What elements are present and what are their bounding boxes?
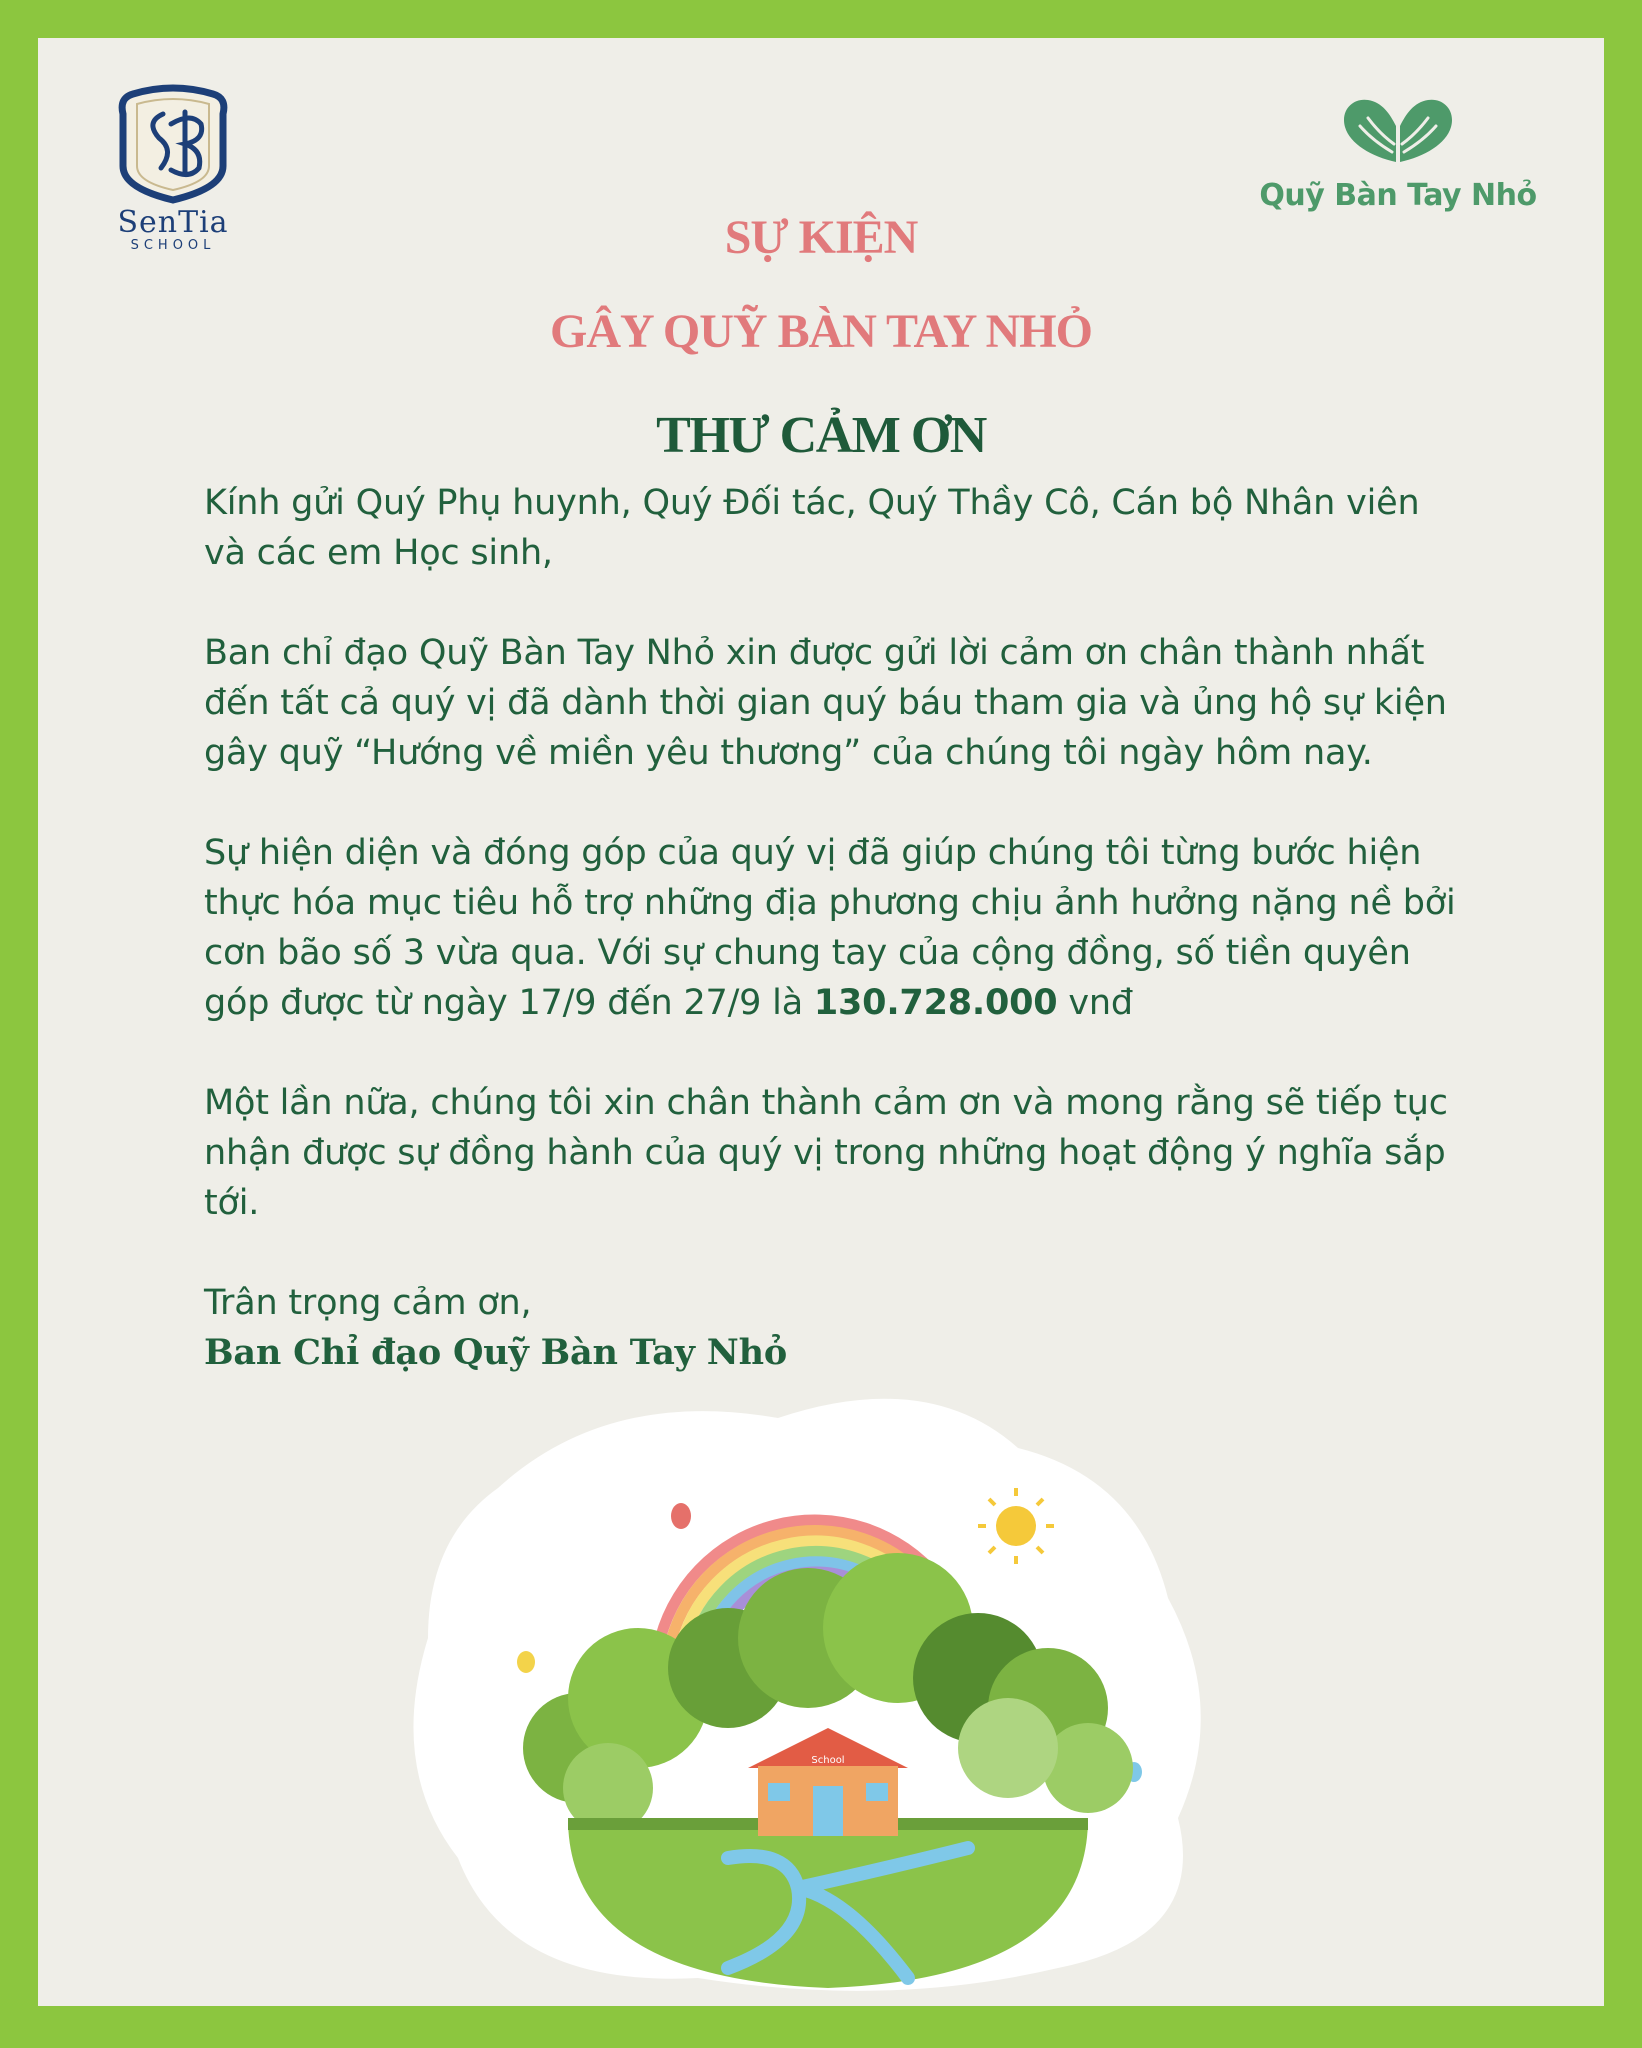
paragraph-line: gây quỹ “Hướng về miền yêu thương” của chúng tôi ngày hôm nay. (204, 733, 1373, 773)
amount-prefix: góp được từ ngày 17/9 đến 27/9 là (204, 983, 814, 1023)
balloon-icon (517, 1651, 535, 1673)
closing-line: Trân trọng cảm ơn, (204, 1283, 532, 1323)
letter-card (38, 38, 1604, 2006)
paragraph-line (204, 978, 1504, 1028)
paragraph-line: đến tất cả quý vị đã dành thời gian quý báu tham gia và ủng hộ sự kiện (204, 683, 1447, 723)
greeting-line: Kính gửi Quý Phụ huynh, Quý Đối tác, Quý Thầy Cô, Cán bộ Nhân viên (204, 483, 1420, 523)
paragraph-line: Một lần nữa, chúng tôi xin chân thành cảm ơn và mong rằng sẽ tiếp tục (204, 1083, 1448, 1123)
heart-hands-icon (1338, 96, 1458, 168)
fund-logo (1248, 96, 1548, 213)
paragraph-line: thực hóa mục tiêu hỗ trợ những địa phương chịu ảnh hưởng nặng nề bởi (204, 883, 1456, 923)
school-sign: School (811, 1755, 845, 1766)
sentia-sub: SCHOOL (130, 238, 216, 253)
sentia-name: SenTia (117, 205, 229, 240)
fund-name: Quỹ Bàn Tay Nhỏ (1259, 178, 1537, 213)
letter-title: THƯ CẢM ƠN (656, 407, 986, 464)
earth-illustration (368, 1378, 1268, 1998)
paragraph-line: tới. (204, 1183, 260, 1223)
donation-amount: 130.728.000 (813, 983, 1058, 1023)
sentia-crest-icon (115, 84, 231, 204)
paragraph-line: nhận được sự đồng hành của quý vị trong những hoạt động ý nghĩa sắp (204, 1133, 1446, 1173)
paragraph-line: cơn bão số 3 vừa qua. Với sự chung tay của cộng đồng, số tiền quyên (204, 933, 1411, 973)
amount-suffix: vnđ (1057, 983, 1133, 1023)
paragraph-line: Sự hiện diện và đóng góp của quý vị đã giúp chúng tôi từng bước hiện (204, 833, 1422, 873)
signature: Ban Chỉ đạo Quỹ Bàn Tay Nhỏ (204, 1332, 787, 1373)
event-title-line2: GÂY QUỸ BÀN TAY NHỎ (550, 305, 1092, 358)
letter-body (204, 478, 1504, 1378)
event-title-line1: SỰ KIỆN (724, 211, 918, 264)
greeting-line: và các em Học sinh, (204, 533, 553, 573)
paragraph-line: Ban chỉ đạo Quỹ Bàn Tay Nhỏ xin được gửi lời cảm ơn chân thành nhất (204, 633, 1425, 673)
balloon-icon (671, 1503, 691, 1529)
